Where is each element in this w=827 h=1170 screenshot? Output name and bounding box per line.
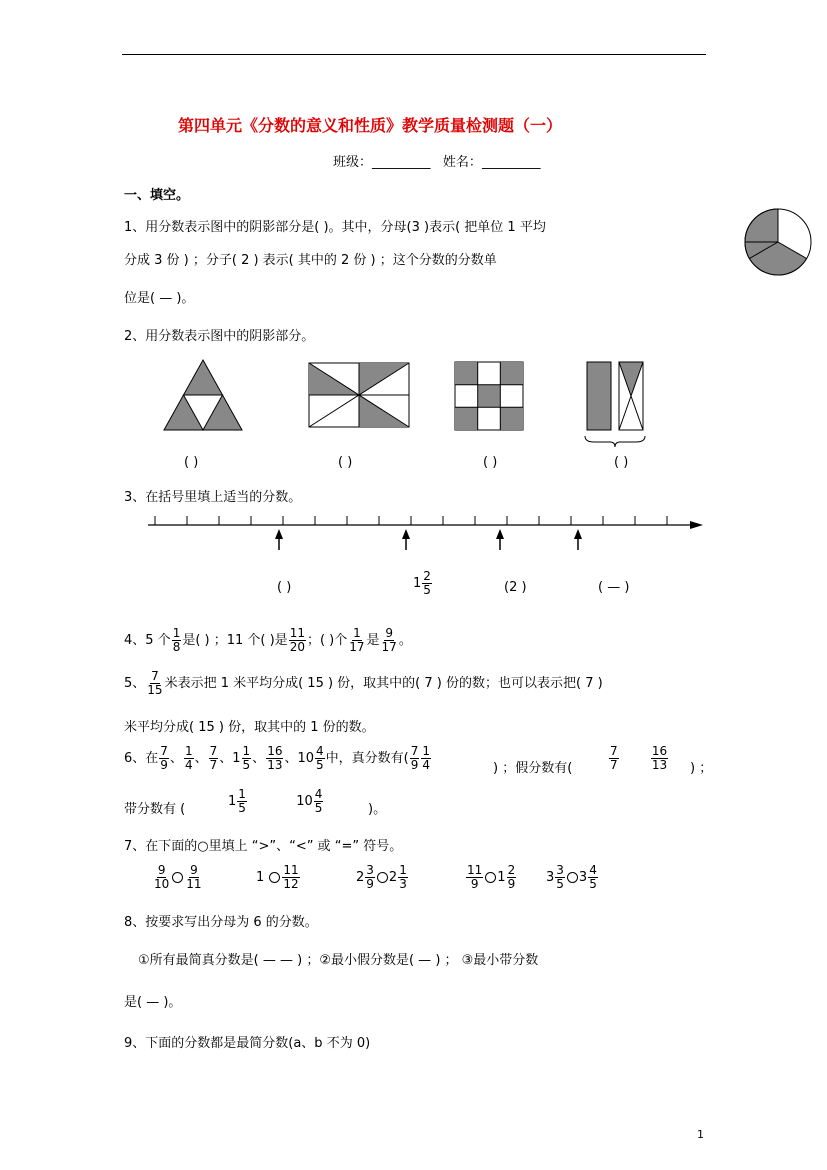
q3-answer-2[interactable]: (2 ) [504,580,527,595]
q2-answer-3[interactable]: ( ) [483,455,498,470]
q1-line1: 1、用分数表示图中的阴影部分是( )。其中，分母(3 )表示( 把单位 1 平均 [124,220,546,235]
student-info [333,151,540,170]
mixed-num: 2 [423,569,431,583]
class-label: 班级： [333,155,373,170]
q1-line2: 分成 3 份 ) ；分子( 2 ) 表示( 其中的 2 份 ) ；这个分数的分数单 [124,253,497,268]
q2-answer-1[interactable]: ( ) [184,455,199,470]
q4-line [124,627,412,654]
q3-answer-1[interactable]: ( ) [277,580,292,595]
compare-circle[interactable] [567,872,578,883]
page-title: 第四单元《分数的意义和性质》教学质量检测题（一） [178,116,563,135]
fraction: $\frac{11}{20}$ [289,626,305,654]
header-rule [122,54,706,55]
checker-grid-figure [454,361,524,431]
q9-text: 9、下面的分数都是最简分数(a、b 不为 0) [124,1036,371,1051]
triangle-figure [160,358,246,434]
q8-text: 8、按要求写出分母为 6 的分数。 [124,915,318,930]
q3-answer-3[interactable]: ( — ) [598,580,630,595]
q6-false-label: ) ；假分数有( [493,761,573,776]
up-arrow-icon [574,529,582,550]
up-arrow-icon [402,529,410,550]
q4-part5: 。 [398,633,412,648]
q4-part1: 4、5 个 [124,633,171,648]
q3-text: 3、在括号里填上适当的分数。 [124,490,302,505]
shaded-circle-figure [730,208,827,278]
q4-part4: 是 [366,633,380,648]
q7-compare-1: $\frac{9}{10}$ $\frac{9}{11}$ [154,863,202,891]
q6-line1: 6、在 $\frac{7}{9}$ 、 $\frac{1}{4}$ 、 $\frac{7}{7}$ 、 1 $\frac{1}{5}$ 、 $\frac{16}{13}$ 、 10 $\frac{4}{5}$ 中，真分数有( $\frac{7}{9}$ $\frac{1}{4}$ [124,744,431,772]
page-number: 1 [697,1128,704,1141]
q1-line3: 位是( — )。 [124,291,195,306]
compare-circle[interactable] [377,872,388,883]
q5-line1: 5、 $\frac{7}{15}$ 米表示把 1 米平均分成( 15 ) 份，取其中的( 7 ) 份的数；也可以表示把( 7 ) [124,669,603,697]
q2-answer-2[interactable]: ( ) [338,455,353,470]
q7-compare-4: $\frac{11}{9}$ 1 $\frac{2}{9}$ [467,863,516,891]
q6-false-fractions: $\frac{7}{7}$ $\frac{16}{13}$ [610,744,668,772]
mixed-den: 5 [423,583,431,597]
q5-text1: 米表示把 1 米平均分成( 15 ) 份，取其中的( 7 ) 份的数；也可以表示把( 7 ) [164,676,603,691]
q8-line1: ①所有最简真分数是( — — ) ；②最小假分数是( — ) ； ③最小带分数 [138,953,539,968]
q7-text: 7、在下面的○里填上 “>”、“<” 或 “=” 符号。 [124,839,403,854]
fraction: $\frac{1}{17}$ [349,626,365,654]
q7-compare-2: 1 $\frac{11}{12}$ [256,863,299,891]
two-bars-figure [582,360,648,448]
q4-part2: 是( ) ；11 个( )是 [182,633,288,648]
q2-text: 2、用分数表示图中的阴影部分。 [124,329,315,344]
q6-mixed-answers: 1 $\frac{1}{5}$ 10 $\frac{4}{5}$ [228,787,323,815]
mixed-whole: 1 [413,576,422,591]
q6-line2: 带分数有 ( [124,802,186,817]
rectangle-triangles-figure [308,362,410,428]
compare-circle[interactable] [269,872,280,883]
compare-circle[interactable] [485,872,496,883]
q6-end: ) ； [690,761,713,776]
q2-answer-4[interactable]: ( ) [614,455,629,470]
name-label: 姓名： [442,155,482,170]
class-field[interactable]: _________ [372,155,431,170]
section-heading: 一、填空。 [124,188,190,203]
q5-line2: 米平均分成( 15 ) 份，取其中的 1 份的数。 [124,720,375,735]
compare-circle[interactable] [172,872,183,883]
name-field[interactable]: _________ [481,155,541,170]
fraction: $\frac{7}{15}$ [147,669,163,697]
q8-line2: 是( — )。 [124,995,182,1010]
number-line [145,512,710,556]
q7-compare-3: 2 $\frac{3}{9}$ 2 $\frac{1}{3}$ [356,863,407,891]
q4-part3: ；( )个 [306,633,348,648]
fraction: $\frac{9}{17}$ [381,626,397,654]
q3-mixed-number [413,570,433,597]
q6-line2-end: )。 [368,802,387,817]
up-arrow-icon [496,529,504,550]
fraction: $\frac{1}{8}$ [172,626,181,654]
q7-compare-5: 3 $\frac{3}{5}$ 3 $\frac{4}{5}$ [546,863,597,891]
up-arrow-icon [275,529,283,550]
